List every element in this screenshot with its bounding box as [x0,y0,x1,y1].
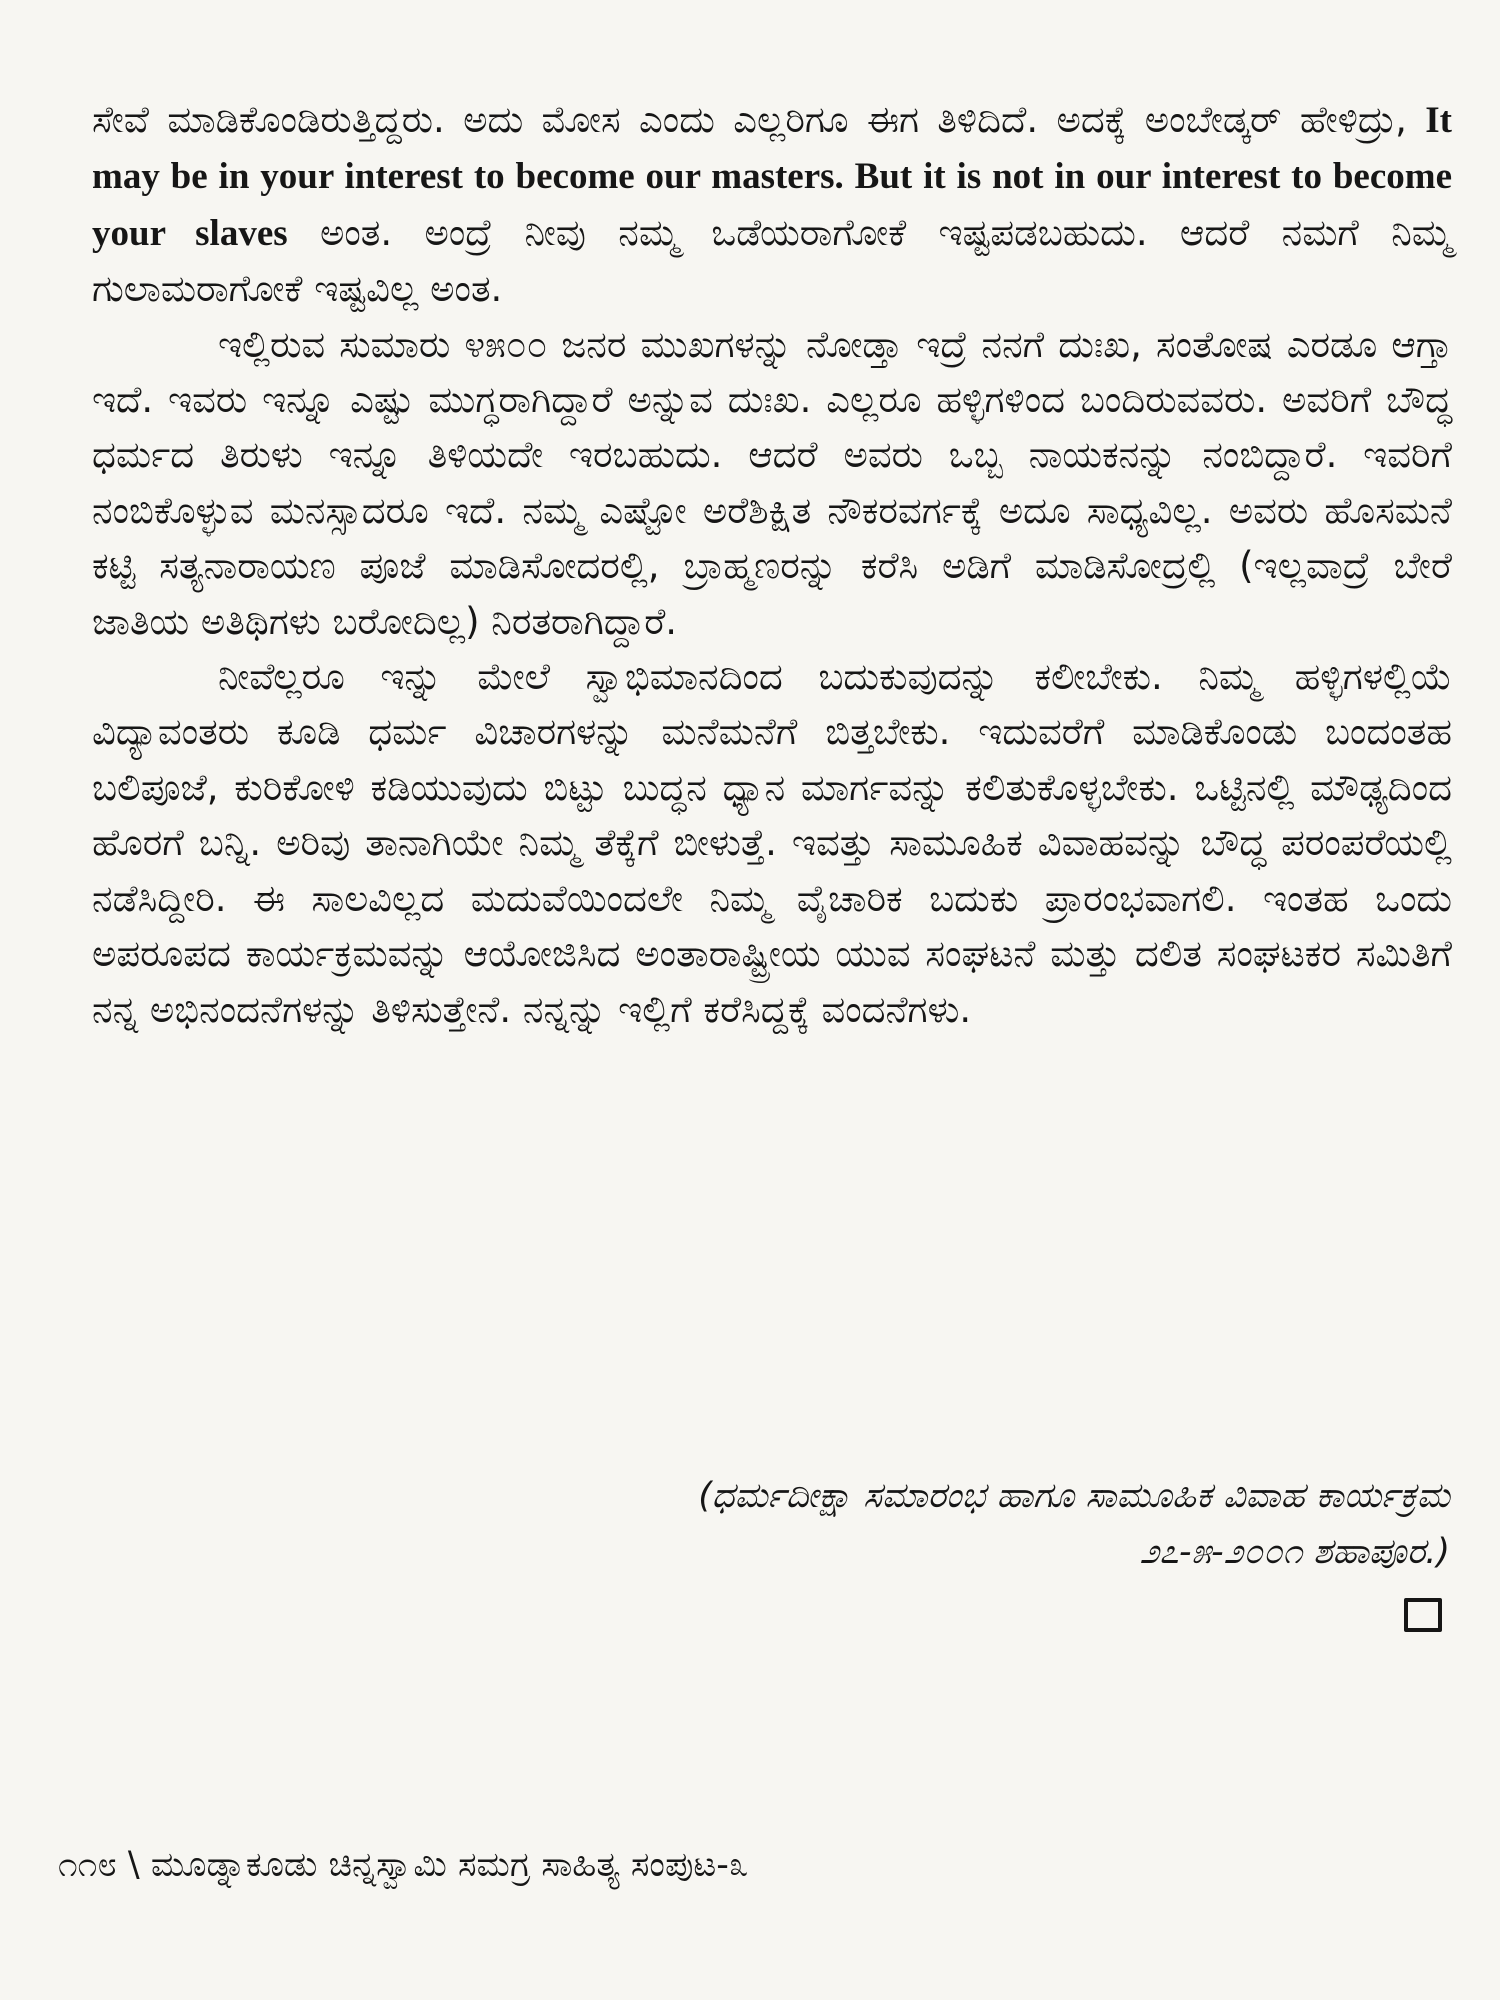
body-text [92,92,1452,1037]
english-quote: It may be in your interest to become our masters. But it is not in our interest to become your slaves [92,100,1452,254]
paragraph-exhortation [92,649,1452,1037]
end-of-section-square-icon [1404,1598,1442,1632]
paragraph-segment: ಇಲ್ಲಿರುವ ಸುಮಾರು ೪೫೦೦ ಜನರ ಮುಖಗಳನ್ನು ನೋಡ್ತಾ ಇದ್ರೆ ನನಗೆ ದುಃಖ, ಸಂತೋಷ ಎರಡೂ ಆಗ್ತಾ ಇದೆ. ಇವರು ಇನ್ನೂ ಎಷ್ಟು ಮುಗ್ಧರಾಗಿದ್ದಾರೆ ಅನ್ನುವ ದುಃಖ. ಎಲ್ಲರೂ ಹಳ್ಳಿಗಳಿಂದ ಬಂದಿರುವವರು. ಅವರಿಗೆ ಬೌದ್ಧ ಧರ್ಮದ ತಿರುಳು ಇನ್ನೂ ತಿಳಿಯದೇ ಇರಬಹುದು. ಆದರೆ ಅವರು ಒಬ್ಬ ನಾಯಕನನ್ನು ನಂಬಿದ್ದಾರೆ. ಇವರಿಗೆ ನಂಬಿಕೊಳ್ಳುವ ಮನಸ್ಸಾದರೂ ಇದೆ. ನಮ್ಮ ಎಷ್ಟೋ ಅರೆಶಿಕ್ಷಿತ ನೌಕರವರ್ಗಕ್ಕೆ ಅದೂ ಸಾಧ್ಯವಿಲ್ಲ. ಅವರು ಹೊಸಮನೆ ಕಟ್ಟಿ ಸತ್ಯನಾರಾಯಣ ಪೂಜೆ ಮಾಡಿಸೋದರಲ್ಲಿ, ಬ್ರಾಹ್ಮಣರನ್ನು ಕರೆಸಿ ಅಡಿಗೆ ಮಾಡಿಸೋದ್ರಲ್ಲಿ (ಇಲ್ಲವಾದ್ರೆ ಬೇರೆ ಜಾತಿಯ ಅತಿಥಿಗಳು ಬರೋದಿಲ್ಲ) ನಿರತರಾಗಿದ್ದಾರೆ. [92,322,1452,643]
paragraph-segment: ನೀವೆಲ್ಲರೂ ಇನ್ನು ಮೇಲೆ ಸ್ವಾಭಿಮಾನದಿಂದ ಬದುಕುವುದನ್ನು ಕಲೀಬೇಕು. ನಿಮ್ಮ ಹಳ್ಳಿಗಳಲ್ಲಿಯೆ ವಿದ್ಯಾವಂತರು ಕೂಡಿ ಧರ್ಮ ವಿಚಾರಗಳನ್ನು ಮನೆಮನೆಗೆ ಬಿತ್ತಬೇಕು. ಇದುವರೆಗೆ ಮಾಡಿಕೊಂಡು ಬಂದಂತಹ ಬಲಿಪೂಜೆ, ಕುರಿಕೋಳಿ ಕಡಿಯುವುದು ಬಿಟ್ಟು ಬುದ್ಧನ ಧ್ಯಾನ ಮಾರ್ಗವನ್ನು ಕಲಿತುಕೊಳ್ಳಬೇಕು. ಒಟ್ಟಿನಲ್ಲಿ ಮೌಢ್ಯದಿಂದ ಹೊರಗೆ ಬನ್ನಿ. ಅರಿವು ತಾನಾಗಿಯೇ ನಿಮ್ಮ ತೆಕ್ಕೆಗೆ ಬೀಳುತ್ತೆ. ಇವತ್ತು ಸಾಮೂಹಿಕ ವಿವಾಹವನ್ನು ಬೌದ್ಧ ಪರಂಪರೆಯಲ್ಲಿ ನಡೆಸಿದ್ದೀರಿ. ಈ ಸಾಲವಿಲ್ಲದ ಮದುವೆಯಿಂದಲೇ ನಿಮ್ಮ ವೈಚಾರಿಕ ಬದುಕು ಪ್ರಾರಂಭವಾಗಲಿ. ಇಂತಹ ಒಂದು ಅಪರೂಪದ ಕಾರ್ಯಕ್ರಮವನ್ನು ಆಯೋಜಿಸಿದ ಅಂತಾರಾಷ್ಟ್ರೀಯ ಯುವ ಸಂಘಟನೆ ಮತ್ತು ದಲಿತ ಸಂಘಟಕರ ಸಮಿತಿಗೆ ನನ್ನ ಅಭಿನಂದನೆಗಳನ್ನು ತಿಳಿಸುತ್ತೇನೆ. ನನ್ನನ್ನು ಇಲ್ಲಿಗೆ ಕರೆಸಿದ್ದಕ್ಕೆ ವಂದನೆಗಳು. [92,655,1452,1031]
page-footer: ೧೧೮ \ ಮೂಡ್ನಾಕೂಡು ಚಿನ್ನಸ್ವಾಮಿ ಸಮಗ್ರ ಸಾಹಿತ್ಯ ಸಂಪುಟ-೩ [58,1845,749,1885]
citation-line-2: ೨೭-೫-೨೦೦೧ ಶಹಾಪೂರ.) [1139,1532,1450,1572]
paragraph-audience [92,317,1452,649]
event-citation [150,1468,1450,1580]
paragraph-segment: ಸೇವೆ ಮಾಡಿಕೊಂಡಿರುತ್ತಿದ್ದರು. ಅದು ಮೋಸ ಎಂದು ಎಲ್ಲರಿಗೂ ಈಗ ತಿಳಿದಿದೆ. ಅದಕ್ಕೆ ಅಂಬೇಡ್ಕರ್ ಹೇಳಿದ್ರು, [92,98,1426,141]
citation-line-1: (ಧರ್ಮದೀಕ್ಷಾ ಸಮಾರಂಭ ಹಾಗೂ ಸಾಮೂಹಿಕ ವಿವಾಹ ಕಾರ್ಯಕ್ರಮ [698,1476,1450,1516]
paragraph-ambedkar-quote [92,92,1452,317]
paragraph-segment: ಅಂತ. ಅಂದ್ರೆ ನೀವು ನಮ್ಮ ಒಡೆಯರಾಗೋಕೆ ಇಷ್ಟಪಡಬಹುದು. ಆದರೆ ನಮಗೆ ನಿಮ್ಮ ಗುಲಾಮರಾಗೋಕೆ ಇಷ್ಟವಿಲ್ಲ ಅಂತ. [92,210,1452,311]
